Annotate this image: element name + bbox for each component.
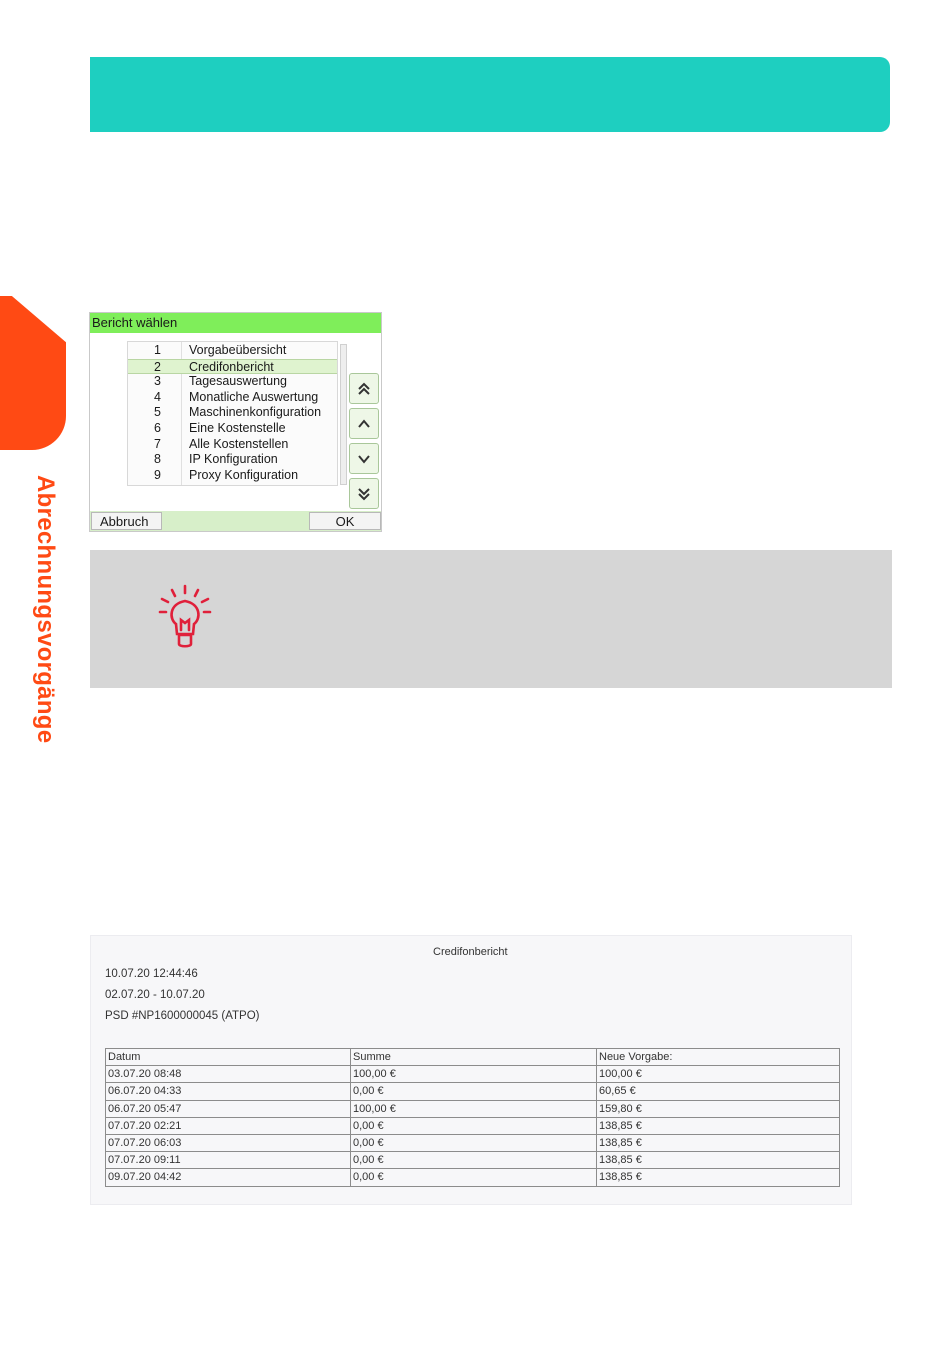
cell-datum: 07.07.20 09:11 (106, 1152, 351, 1169)
list-item-number: 6 (154, 421, 161, 435)
list-item-label: IP Konfiguration (189, 452, 278, 467)
chevron-up-icon (357, 417, 371, 431)
list-item-number: 3 (154, 374, 161, 389)
list-item[interactable] (128, 359, 337, 375)
table-row (106, 1083, 840, 1100)
table-row (106, 1117, 840, 1134)
ok-button[interactable]: OK (309, 512, 381, 530)
scroll-down-button[interactable] (349, 443, 379, 474)
list-item-label: Proxy Konfiguration (189, 467, 299, 482)
report-select-screen (89, 312, 382, 532)
list-item-label: Monatliche Auswertung (189, 389, 319, 404)
list-item-label: Tagesauswertung (189, 374, 287, 389)
cell-neue-vorgabe: 159,80 € (597, 1100, 840, 1117)
cell-neue-vorgabe: 138,85 € (597, 1152, 840, 1169)
cell-summe: 100,00 € (351, 1100, 597, 1117)
column-header-neue-vorgabe: Neue Vorgabe: (597, 1049, 840, 1066)
list-item-number: 1 (154, 343, 161, 357)
list-item-label: Eine Kostenstelle (189, 421, 286, 435)
list-item[interactable] (128, 468, 337, 484)
cell-summe: 100,00 € (351, 1066, 597, 1083)
cell-summe: 0,00 € (351, 1152, 597, 1169)
page-up-button[interactable] (349, 373, 379, 404)
cell-datum: 06.07.20 04:33 (106, 1083, 351, 1100)
table-row (106, 1066, 840, 1083)
list-item[interactable] (128, 343, 337, 359)
list-item[interactable] (128, 452, 337, 468)
list-item-label: Credifonbericht (189, 359, 274, 374)
cancel-button[interactable]: Abbruch (91, 512, 162, 530)
cell-datum: 03.07.20 08:48 (106, 1066, 351, 1083)
list-item-number: 7 (154, 436, 161, 451)
chapter-label-text: Abrechnungsvorgänge (32, 475, 59, 744)
screen-title: Bericht wählen (90, 313, 381, 333)
scroll-up-button[interactable] (349, 408, 379, 439)
cell-neue-vorgabe: 100,00 € (597, 1066, 840, 1083)
lightbulb-icon (158, 584, 214, 650)
cell-neue-vorgabe: 138,85 € (597, 1117, 840, 1134)
list-item-number: 5 (154, 405, 161, 420)
table-row (106, 1134, 840, 1151)
cell-neue-vorgabe: 138,85 € (597, 1134, 840, 1151)
column-header-datum: Datum (106, 1049, 351, 1066)
list-item[interactable] (128, 437, 337, 453)
list-item-label: Maschinenkonfiguration (189, 405, 322, 420)
list-item-number: 4 (154, 389, 161, 404)
list-item-number: 2 (154, 359, 161, 374)
double-chevron-down-icon (357, 487, 371, 501)
cell-datum: 07.07.20 06:03 (106, 1134, 351, 1151)
cell-summe: 0,00 € (351, 1134, 597, 1151)
chapter-label (31, 475, 71, 795)
chevron-down-icon (357, 452, 371, 466)
report-psd: PSD #NP1600000045 (ATPO) (105, 1010, 260, 1022)
table-row (106, 1152, 840, 1169)
cell-neue-vorgabe: 60,65 € (597, 1083, 840, 1100)
report-timestamp: 10.07.20 12:44:46 (105, 968, 198, 980)
cell-summe: 0,00 € (351, 1083, 597, 1100)
page-down-button[interactable] (349, 478, 379, 509)
cell-datum: 09.07.20 04:42 (106, 1169, 351, 1186)
table-row (106, 1100, 840, 1117)
report-table (105, 1048, 840, 1187)
tip-box (90, 550, 892, 688)
cell-datum: 07.07.20 02:21 (106, 1117, 351, 1134)
cell-datum: 06.07.20 05:47 (106, 1100, 351, 1117)
list-item-label: Vorgabeübersicht (189, 343, 287, 357)
cell-summe: 0,00 € (351, 1117, 597, 1134)
report-list[interactable] (127, 341, 338, 486)
report-title: Credifonbericht (433, 946, 508, 958)
chapter-tab (0, 296, 66, 450)
double-chevron-up-icon (357, 382, 371, 396)
cell-neue-vorgabe: 138,85 € (597, 1169, 840, 1186)
table-row (106, 1169, 840, 1186)
list-scrollbar[interactable] (340, 344, 347, 485)
list-item-number: 8 (154, 452, 161, 467)
report-period: 02.07.20 - 10.07.20 (105, 989, 205, 1001)
table-header-row (106, 1049, 840, 1066)
header-banner (90, 57, 890, 132)
credifon-report (90, 935, 852, 1205)
list-item[interactable] (128, 390, 337, 406)
screen-footer (90, 511, 381, 531)
list-item-label: Alle Kostenstellen (189, 436, 289, 451)
cell-summe: 0,00 € (351, 1169, 597, 1186)
list-item-number: 9 (154, 467, 161, 482)
list-item[interactable] (128, 374, 337, 390)
list-item[interactable] (128, 421, 337, 437)
list-item[interactable] (128, 405, 337, 421)
column-header-summe: Summe (351, 1049, 597, 1066)
